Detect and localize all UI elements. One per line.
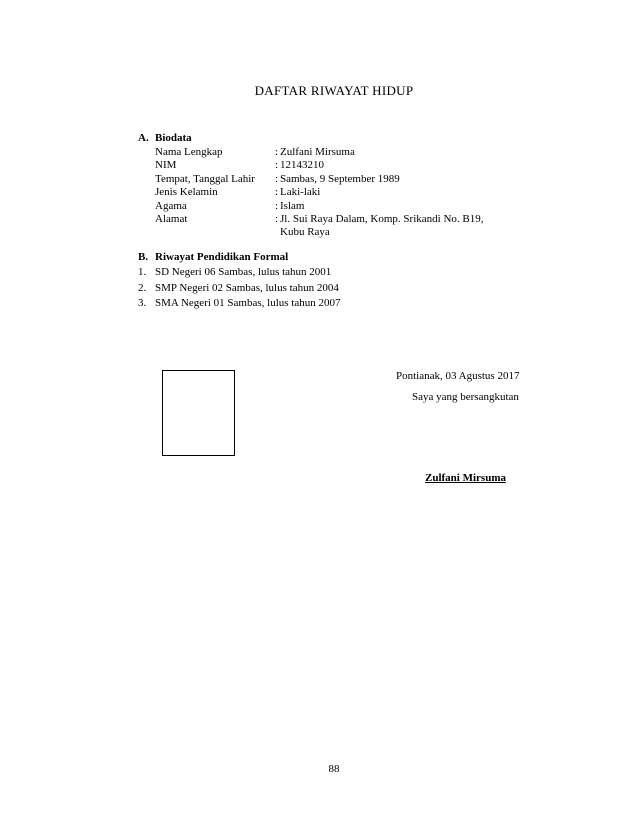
biodata-value: Zulfani Mirsuma	[280, 146, 355, 158]
biodata-label: Jenis Kelamin	[155, 186, 218, 199]
biodata-row	[155, 226, 484, 239]
biodata-label: Nama Lengkap	[155, 146, 223, 158]
biodata-label: Agama	[155, 199, 187, 212]
biodata-row	[155, 159, 484, 172]
section-number: A.	[138, 132, 149, 144]
biodata-value: Sambas, 9 September 1989	[280, 172, 400, 185]
section-title: Riwayat Pendidikan Formal	[155, 251, 289, 263]
biodata-row	[155, 146, 484, 159]
signature-name: Zulfani Mirsuma	[425, 472, 506, 484]
biodata-row	[155, 186, 484, 199]
list-item-number: 1.	[138, 266, 147, 278]
page-number: 88	[328, 763, 340, 775]
biodata-colon: :	[275, 186, 279, 199]
biodata-label: NIM	[155, 159, 177, 172]
biodata-colon: :	[275, 212, 279, 225]
biodata-value: Jl. Sui Raya Dalam, Komp. Srikandi No. B19,	[280, 212, 484, 225]
biodata-value: Islam	[280, 199, 305, 212]
biodata-colon: :	[275, 146, 279, 158]
list-item	[138, 282, 340, 298]
biodata-table	[155, 146, 484, 240]
signature-role: Saya yang bersangkutan	[412, 391, 519, 403]
biodata-row	[155, 173, 484, 186]
photo-placeholder	[162, 370, 235, 456]
list-item-text: SD Negeri 06 Sambas, lulus tahun 2001	[155, 266, 332, 278]
section-biodata-heading	[138, 132, 192, 145]
biodata-label: Tempat, Tanggal Lahir	[155, 172, 255, 185]
biodata-colon: :	[275, 159, 279, 172]
biodata-row	[155, 213, 484, 226]
section-title: Biodata	[155, 132, 192, 144]
biodata-colon: :	[275, 199, 279, 212]
list-item-text: SMA Negeri 01 Sambas, lulus tahun 2007	[155, 297, 341, 309]
signature-place-date: Pontianak, 03 Agustus 2017	[396, 370, 520, 382]
biodata-row	[155, 200, 484, 213]
list-item	[138, 297, 340, 313]
section-number: B.	[138, 251, 149, 263]
education-list	[138, 266, 340, 313]
list-item-number: 2.	[138, 281, 147, 294]
biodata-colon: :	[275, 172, 279, 185]
biodata-value: Laki-laki	[280, 186, 321, 199]
address-continuation: Kubu Raya	[280, 226, 330, 239]
list-item	[138, 266, 340, 282]
biodata-value: 12143210	[280, 159, 324, 172]
page-title: DAFTAR RIWAYAT HIDUP	[254, 83, 414, 98]
list-item-text: SMP Negeri 02 Sambas, lulus tahun 2004	[155, 281, 339, 294]
biodata-label: Alamat	[155, 212, 188, 225]
list-item-number: 3.	[138, 297, 147, 309]
section-education-heading	[138, 251, 288, 264]
